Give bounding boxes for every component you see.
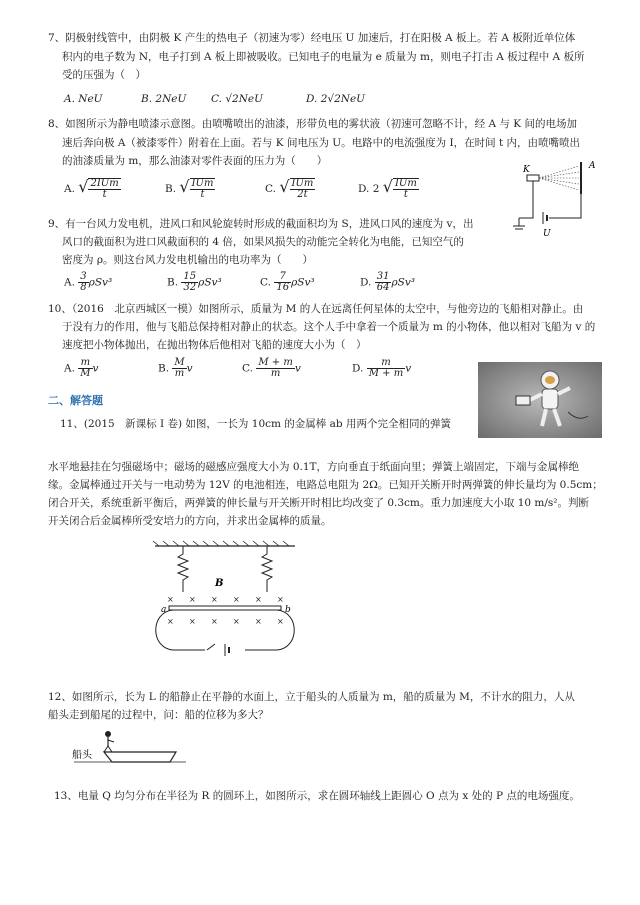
q10-d-denominator: M + m [368, 368, 404, 379]
magnetic-field-figure [145, 540, 305, 665]
q11-line2: 水平地悬挂在匀强磁场中；磁场的磁感应强度大小为 0.1T，方向垂直于纸面向里；弹簧上端固定，下端与金属棒绝 [48, 461, 580, 473]
q9-option-a [64, 272, 112, 293]
q10-c-tail: v [294, 362, 301, 375]
q8-d-numerator: IUm [394, 178, 417, 189]
q9-option-d-label: D. [360, 276, 372, 289]
q8-a-numerator: 2IUm [90, 178, 119, 189]
q10-option-c-label: C. [242, 362, 253, 375]
q9-option-b-label: B. [167, 276, 179, 289]
q9-d-denominator: 64 [376, 282, 390, 293]
q10-a-tail: v [92, 362, 99, 375]
q8-line3: 的油漆质量为 m，那么油漆对零件表面的压力为（ ） [62, 155, 328, 167]
q9-c-tail: ρSv³ [291, 276, 315, 289]
q7-option-a: A. NeU [64, 93, 103, 105]
q9-a-tail: ρSv³ [88, 276, 113, 289]
q10-d-tail: v [405, 362, 412, 375]
svg-text:×: × [189, 595, 196, 604]
q10-option-d-label: D. [352, 362, 364, 375]
q8-c-numerator: IUm [291, 178, 314, 189]
spray-lines [539, 166, 579, 190]
svg-text:×: × [189, 617, 196, 626]
astronaut-image [478, 362, 602, 438]
q7-line1: 7、阴极射线管中，由阴极 K 产生的热电子（初速为零）经电压 U 加速后，打在阳极 A 板上。若 A 板附近单位体 [48, 32, 576, 44]
q9-c-denominator: 16 [276, 282, 290, 293]
q12-line2: 船头走到船尾的过程中，问：船的位移为多大？ [48, 709, 269, 721]
q8-option-a [64, 178, 121, 200]
q11-line3: 缘。金属棒通过开关与一电动势为 12V 的电池相连，电路总电阻为 2Ω。已知开关断开时两弹簧的伸长量均为 0.5cm； [48, 479, 603, 491]
q9-c-numerator: 7 [274, 272, 291, 283]
svg-text:×: × [233, 595, 240, 604]
q10-option-c [242, 358, 301, 379]
q11-line1: 11、(2015 新课标 I 卷) 如图，一长为 10cm 的金属棒 ab 用两个完全相同的弹簧 [60, 418, 451, 430]
ceiling-hatch [153, 541, 289, 546]
q8-option-a-label: A. [64, 183, 75, 195]
q7-line2: 积内的电子数为 N，电子打到 A 板上即被吸收。已知电子的电量为 e 质量为 m，则电子打击 A 板过程中 A 板所 [62, 51, 585, 63]
q7-option-b: B. 2NeU [141, 93, 187, 105]
person-head [105, 731, 111, 737]
q8-line2: 速后奔向极 A（被漆零件）附着在上面。若与 K 间电压为 U。电路中的电流强度为 I，在时间 t 内，由喷嘴喷出 [62, 137, 581, 149]
svg-text:×: × [167, 617, 174, 626]
fig-label-b-end: b [285, 605, 291, 615]
q10-line1: 10、（2016 北京西城区一模）如图所示，质量为 M 的人在远离任何星体的太空中，与他旁边的飞船相对静止。由 [48, 303, 584, 315]
fig-label-a: A [589, 161, 596, 171]
q10-b-denominator: m [174, 368, 185, 379]
q10-b-numerator: M [174, 357, 185, 368]
q8-b-denominator: t [200, 189, 205, 200]
q8-option-b-label: B. [165, 183, 177, 195]
svg-text:×: × [277, 595, 284, 604]
fig-label-u: U [543, 229, 551, 238]
q9-a-denominator: 8 [80, 282, 87, 293]
q10-option-a [64, 358, 98, 379]
q10-line2: 于没有力的作用，他与飞船总保持相对静止的状态。这个人手中拿着一个质量为 m 的小物体，他以相对飞船为 v 的 [62, 321, 596, 333]
q10-c-denominator: m [270, 368, 281, 379]
q9-line1: 9、有一台风力发电机，进风口和风轮旋转时形成的截面积均为 S，进风口风的速度为 v，出 [48, 218, 474, 230]
field-crosses-top [167, 595, 284, 604]
fig-label-a: a [161, 605, 167, 615]
q8-option-c [265, 178, 315, 200]
field-crosses-bottom [167, 617, 284, 626]
sqrt-symbol: √ [78, 177, 89, 196]
q10-option-b-label: B. [158, 362, 170, 375]
q9-b-denominator: 32 [183, 282, 197, 293]
spring-left [178, 546, 188, 592]
sqrt-symbol: √ [179, 177, 190, 196]
q9-option-c [260, 272, 315, 293]
spray-painting-figure [505, 158, 605, 238]
q8-b-numerator: IUm [191, 178, 214, 189]
q9-line3: 密度为 ρ。则这台风力发电机输出的电功率为（ ） [62, 254, 314, 266]
svg-text:×: × [277, 617, 284, 626]
q7-option-c: C. √2NeU [211, 93, 263, 105]
q9-b-tail: ρSv³ [198, 276, 222, 289]
q8-d-denominator: t [403, 189, 408, 200]
q8-option-b [165, 178, 215, 200]
q9-option-d [360, 272, 415, 293]
q9-option-c-label: C. [260, 276, 271, 289]
svg-text:×: × [167, 595, 174, 604]
q9-a-numerator: 3 [80, 271, 87, 282]
q7-line3: 受的压强为（ ） [62, 69, 146, 81]
q9-b-numerator: 15 [183, 271, 197, 282]
fig-label-b: B [215, 578, 224, 589]
q9-option-a-label: A. [64, 276, 75, 289]
q9-line2: 风口的截面积为进口风截面积的 4 倍，如果风损失的动能完全转化为电能，已知空气的 [62, 236, 464, 248]
q13-line1: 13、电量 Q 均匀分布在半径为 R 的圆环上，如图所示，求在圆环轴线上距圆心 O 点为 x 处的 P 点的电场强度。 [54, 790, 580, 802]
q12-line1: 12、如图所示，长为 L 的船静止在平静的水面上，立于船头的人质量为 m，船的质量为 M，不计水的阻力，人从 [48, 691, 575, 703]
nozzle [527, 175, 539, 181]
q11-line4: 闭合开关，系统重新平衡后，两弹簧的伸长量与开关断开时相比均改变了 0.3cm。重力加速度大小取 10 m/s²。判断 [48, 497, 589, 509]
sqrt-symbol: √ [382, 177, 393, 196]
q10-a-denominator: M [80, 368, 91, 379]
wire-right [549, 194, 581, 218]
svg-text:×: × [211, 595, 218, 604]
q7-option-d: D. 2√2NeU [306, 93, 366, 105]
q8-option-c-label: C. [265, 183, 276, 195]
q10-b-tail: v [186, 362, 193, 375]
boat-hull [104, 752, 176, 762]
spring-right [262, 546, 272, 592]
q9-d-tail: ρSv³ [391, 276, 415, 289]
svg-text:×: × [255, 595, 262, 604]
q11-line5: 开关闭合后金属棒所受安培力的方向，并求出金属棒的质量。 [48, 515, 332, 527]
section-title: 二、解答题 [48, 394, 103, 407]
q8-option-d-label: D. 2 [358, 183, 380, 195]
q10-line3: 速度把小物体抛出，在抛出物体后他相对飞船的速度大小为（ ） [62, 339, 367, 351]
boat-figure [70, 728, 190, 778]
q10-a-numerator: m [78, 358, 92, 369]
svg-text:×: × [211, 617, 218, 626]
fig-label-k: K [523, 165, 530, 175]
q8-option-d [358, 178, 419, 200]
wire-left [519, 181, 533, 218]
q10-option-a-label: A. [64, 362, 75, 375]
sqrt-symbol: √ [279, 177, 290, 196]
metal-rod [169, 606, 281, 610]
q9-option-b [167, 272, 222, 293]
q10-option-d [352, 358, 411, 379]
q8-c-denominator: 2t [297, 189, 308, 200]
q8-line1: 8、如图所示为静电喷漆示意图。由喷嘴喷出的油漆，形带负电的雾状液（初速可忽略不计，经 A 与 K 间的电场加 [48, 118, 577, 130]
q10-d-numerator: m [367, 358, 405, 369]
q9-d-numerator: 31 [376, 271, 390, 282]
q10-option-b [158, 358, 193, 379]
fig-label-bow: 船头 [72, 750, 92, 761]
q8-a-denominator: t [102, 189, 107, 200]
svg-text:×: × [233, 617, 240, 626]
svg-text:×: × [255, 617, 262, 626]
q10-c-numerator: M + m [258, 357, 293, 368]
